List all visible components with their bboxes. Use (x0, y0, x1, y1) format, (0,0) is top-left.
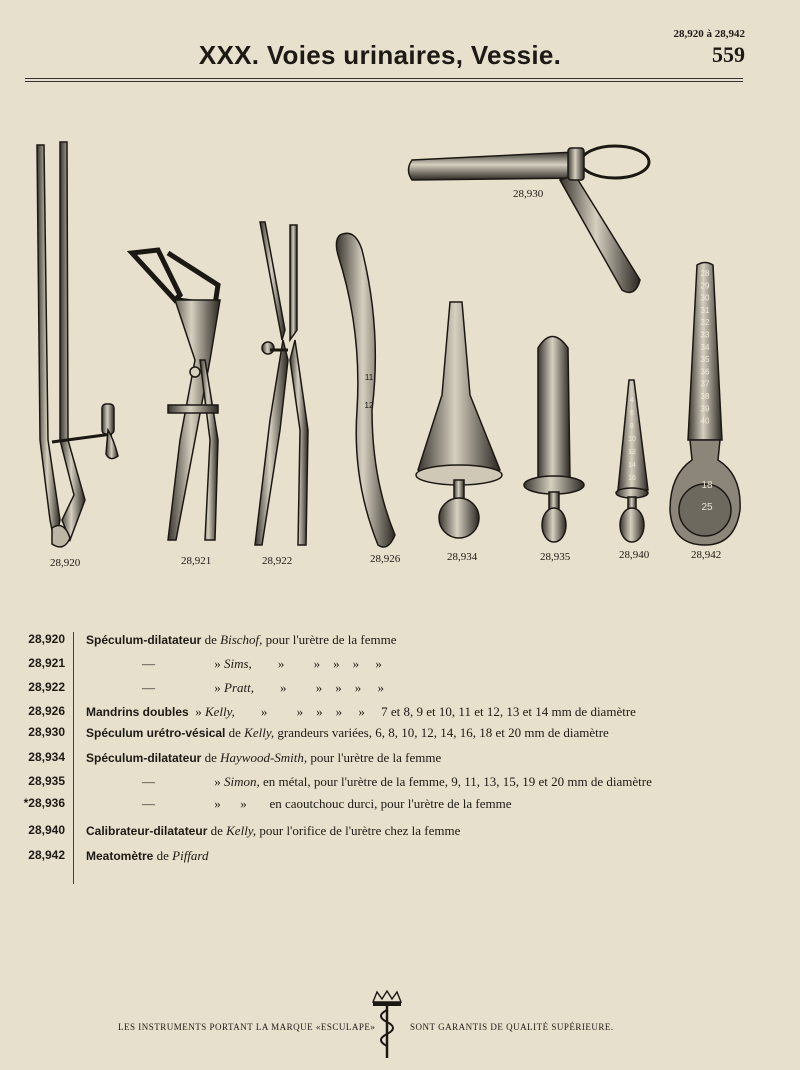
item-code: 28,930 (28, 725, 65, 739)
caption-28940: 28,940 (619, 549, 650, 561)
scale-mark: 36 (700, 367, 710, 377)
item-code: 28,921 (28, 656, 65, 670)
item-description: — » Simon, en métal, pour l'urètre de la femme, 9, 11, 13, 15, 19 et 20 mm de diamètre (142, 774, 652, 789)
item-code: 28,935 (28, 774, 65, 788)
instrument-28930 (409, 146, 650, 292)
item-description: Calibrateur-dilatateur de Kelly, pour l'orifice de l'urètre chez la femme (86, 823, 461, 838)
scale-mark: 38 (700, 392, 710, 401)
scale-mark: 32 (700, 318, 710, 328)
instrument-28921 (132, 250, 220, 540)
caption-28926: 28,926 (370, 553, 401, 565)
page-range: 28,920 à 28,942 (673, 28, 745, 40)
scale-mark: 18 (701, 480, 713, 491)
scale-mark: 37 (700, 379, 710, 389)
caption-28930: 28,930 (513, 188, 544, 200)
scale-mark: 25 (701, 502, 713, 513)
item-description: Spéculum-dilatateur de Bischof, pour l'urètre de la femme (86, 632, 397, 647)
scale-mark: 4 (630, 397, 634, 404)
scale-mark: 16 (628, 475, 636, 482)
scale-mark: 28 (700, 269, 710, 278)
caption-28921: 28,921 (181, 555, 212, 567)
scale-mark: 6 (630, 410, 634, 417)
scale-mark: 11 (364, 373, 374, 382)
page-number: 559 (712, 42, 745, 67)
item-description: — » Pratt, » » » » » (142, 680, 384, 695)
item-code: 28,926 (28, 704, 65, 718)
item-code: 28,940 (28, 823, 65, 837)
caption-28935: 28,935 (540, 551, 571, 563)
item-description: — » » en caoutchouc durci, pour l'urètre de la femme (142, 796, 512, 811)
instrument-28926 (336, 233, 395, 547)
esculape-logo (367, 990, 407, 1060)
caption-28934: 28,934 (447, 551, 478, 563)
item-description: Mandrins doubles » Kelly, » » » » » 7 et 8, 9 et 10, 11 et 12, 13 et 14 mm de diamètre (86, 704, 636, 719)
page-title: XXX. Voies urinaires, Vessie. (198, 40, 562, 70)
item-description: Meatomètre de Piffard (86, 848, 209, 863)
scale-mark: 14 (628, 462, 636, 469)
scale-mark: 34 (700, 342, 710, 352)
scale-mark: 30 (700, 293, 710, 303)
instrument-28934 (416, 302, 502, 538)
instrument-28920 (37, 142, 118, 547)
caption-28942: 28,942 (691, 549, 722, 561)
scale-mark: 12 (364, 401, 374, 410)
instrument-28940 (616, 380, 648, 542)
item-code: 28,942 (28, 848, 65, 862)
item-code: 28,920 (28, 632, 65, 646)
caption-28920: 28,920 (50, 557, 81, 569)
scale-mark: 29 (700, 281, 710, 291)
item-description: — » Sims, » » » » » (142, 656, 382, 671)
instrument-28922 (255, 222, 308, 545)
scale-mark: 31 (700, 305, 710, 315)
footer-left: LES INSTRUMENTS PORTANT LA MARQUE «ESCULAPE» (118, 1022, 376, 1032)
item-code: 28,922 (28, 680, 65, 694)
scale-mark: 10 (628, 436, 636, 443)
item-description: Spéculum-dilatateur de Haywood-Smith, pour l'urètre de la femme (86, 750, 442, 765)
scale-mark: 33 (700, 330, 710, 340)
item-description: Spéculum urétro-vésical de Kelly, grandeurs variées, 6, 8, 10, 12, 14, 16, 18 et 20 mm de diamètre (86, 725, 609, 740)
item-code: 28,934 (28, 750, 65, 764)
scale-mark: 39 (700, 404, 710, 414)
footer-right: SONT GARANTIS DE QUALITÉ SUPÉRIEURE. (410, 1022, 614, 1032)
item-code: *28,936 (23, 796, 65, 810)
scale-mark: 8 (630, 423, 634, 430)
list-divider (73, 632, 74, 884)
scale-mark: 35 (700, 355, 710, 365)
scale-mark: 12 (628, 449, 636, 456)
scale-mark: 40 (700, 416, 710, 426)
caption-28922: 28,922 (262, 555, 293, 567)
instrument-28935 (524, 337, 584, 543)
